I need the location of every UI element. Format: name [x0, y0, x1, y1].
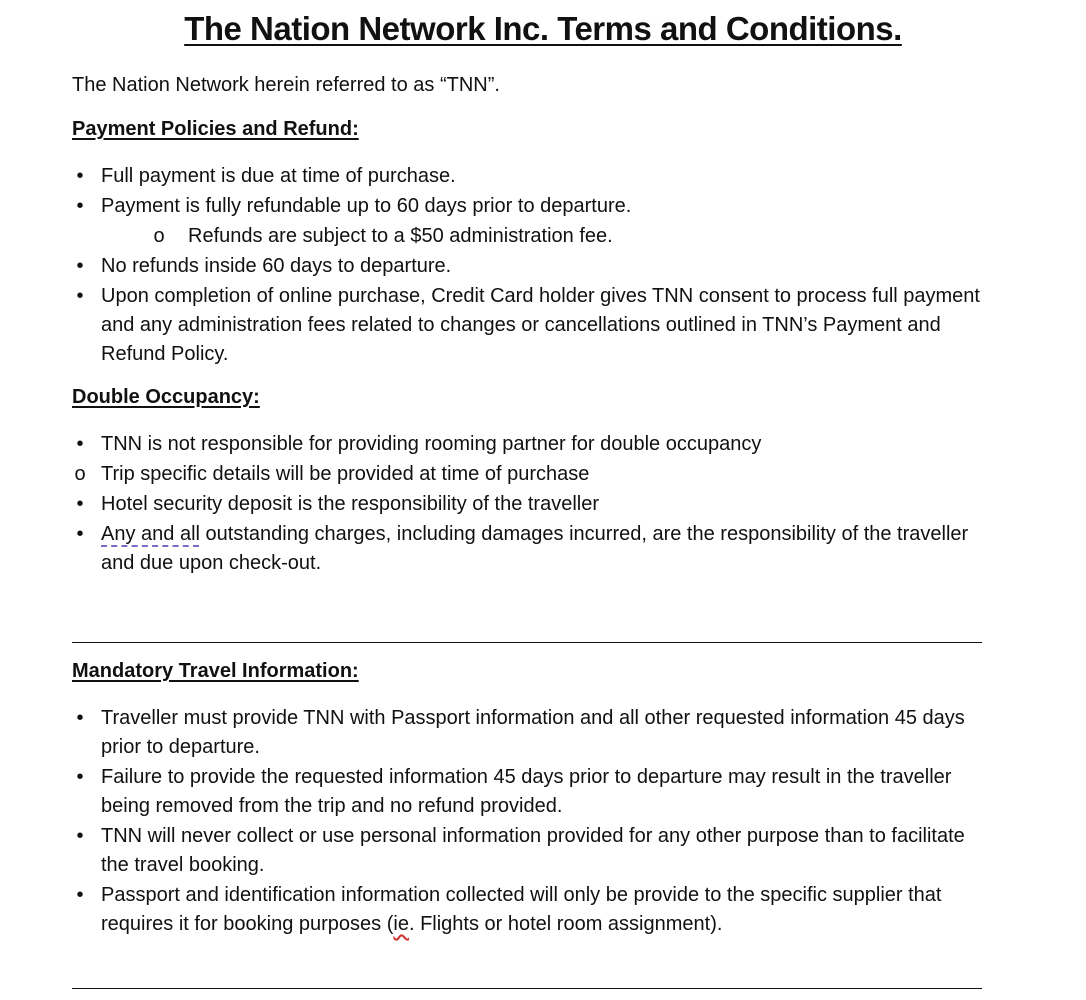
bullet-icon: • [76, 523, 84, 545]
list-item-text: Traveller must provide TNN with Passport information and all other requested information 45 days prior to departure. [101, 707, 965, 758]
list-item-text: No refunds inside 60 days to departure. [101, 255, 452, 277]
list-item-text: TNN is not responsible for providing rooming partner for double occupancy [101, 433, 762, 455]
document-title: The Nation Network Inc. Terms and Conditions. [184, 10, 902, 47]
sub-bullet-icon: o [153, 225, 165, 247]
bullet-icon: • [76, 433, 84, 455]
list-item [72, 282, 982, 369]
list-item [72, 252, 982, 281]
list-item [72, 520, 982, 578]
list-item-text: Refunds are subject to a $50 administration fee. [188, 225, 613, 247]
list-item [72, 460, 982, 489]
bullet-icon: • [76, 165, 84, 187]
list-item-text: Hotel security deposit is the responsibility of the traveller [101, 493, 600, 515]
list-item [72, 162, 982, 191]
list-item-text: Passport and identification information collected will only be provide to the specific supplier that requires it for booking purposes ( [101, 884, 942, 935]
bullet-icon: • [76, 255, 84, 277]
list-item [72, 763, 982, 821]
list-item [72, 430, 982, 459]
grammar-flagged-text[interactable]: Any and all [101, 523, 200, 545]
travel-heading: Mandatory Travel Information: [72, 660, 359, 682]
bullet-icon: • [76, 493, 84, 515]
occupancy-list [72, 430, 982, 579]
travel-list [72, 704, 982, 940]
list-item-text: outstanding charges, including damages incurred, are the responsibility of the traveller and due upon check-out. [101, 523, 969, 574]
list-item [72, 822, 982, 880]
bullet-icon: • [76, 884, 84, 906]
bullet-icon: • [76, 707, 84, 729]
list-item [72, 704, 982, 762]
occupancy-heading: Double Occupancy: [72, 386, 260, 408]
intro-text: The Nation Network herein referred to as “TNN”. [72, 74, 500, 96]
bullet-icon: • [76, 766, 84, 788]
list-item-text: Payment is fully refundable up to 60 days prior to departure. [101, 195, 632, 217]
bullet-icon: • [76, 195, 84, 217]
list-item-text: Full payment is due at time of purchase. [101, 165, 456, 187]
bullet-icon: • [76, 285, 84, 307]
section-divider [72, 642, 982, 643]
list-item-text: Trip specific details will be provided at time of purchase [101, 463, 590, 485]
list-item-text: Upon completion of online purchase, Credit Card holder gives TNN consent to process full payment and any administration fees related to changes or cancellations outlined in TNN’s Payment and Refund Policy. [101, 285, 980, 365]
list-item-text: TNN will never collect or use personal information provided for any other purpose than to facilitate the travel booking. [101, 825, 965, 876]
bullet-icon: • [76, 825, 84, 847]
sub-bullet-icon: o [74, 463, 86, 485]
list-item [72, 192, 982, 221]
list-item [72, 490, 982, 519]
spelling-flagged-text[interactable]: ie [393, 913, 409, 935]
list-item-text: . Flights or hotel room assignment). [408, 913, 723, 935]
payment-list [72, 162, 982, 370]
list-item [72, 222, 982, 251]
section-divider [72, 988, 982, 989]
payment-heading: Payment Policies and Refund: [72, 118, 359, 140]
list-item-text: Failure to provide the requested information 45 days prior to departure may result in the traveller being removed from the trip and no refund provided. [101, 766, 952, 817]
list-item [72, 881, 982, 939]
